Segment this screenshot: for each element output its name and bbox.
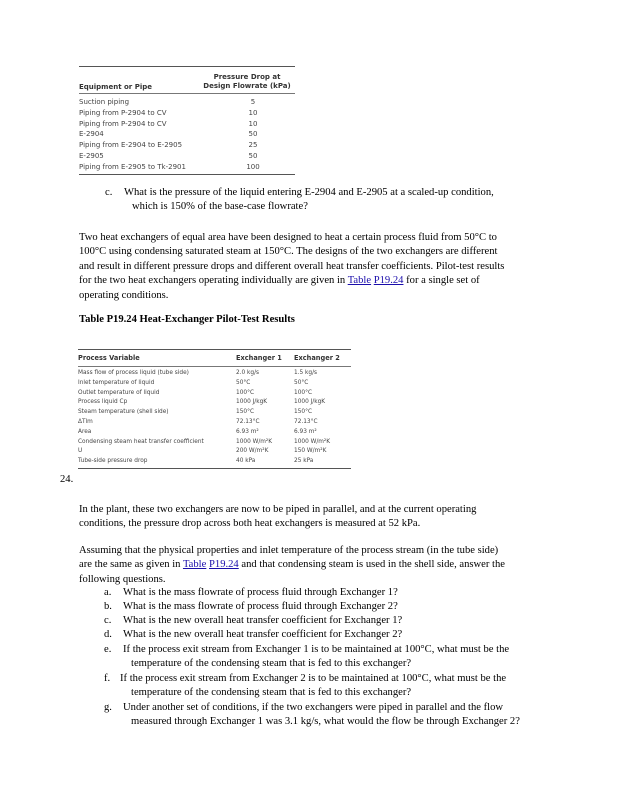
table-link[interactable]: P19.24: [373, 275, 404, 287]
table-row: E-2904 50: [79, 130, 258, 139]
pressure-drop-table: [79, 66, 295, 175]
table-row: Outlet temperature of liquid 100°C 100°C: [78, 389, 313, 396]
table-row: Piping from E-2905 to Tk-2901 100: [79, 162, 260, 171]
table-row: Area 6.93 m² 6.93 m²: [78, 428, 317, 435]
table-header: Process Variable Exchanger 1 Exchanger 2: [78, 354, 340, 362]
header-equipment: Equipment or Pipe: [79, 83, 152, 91]
table-link[interactable]: Table: [182, 559, 207, 571]
table-row: Suction piping 5: [79, 98, 256, 106]
header-pressure-drop: Pressure Drop at Design Flowrate (kPa): [203, 73, 291, 90]
table-row: Steam temperature (shell side) 150°C 150°C: [78, 409, 313, 416]
table-row: Piping from P-2904 to CV 10: [79, 119, 258, 128]
table-row: Condensing steam heat transfer coefficient 1000 W/m²K 1000 W/m²K: [78, 438, 331, 445]
table-row: Process liquid Cp 1000 J/kgK 1000 J/kgK: [78, 399, 326, 406]
table-row: Inlet temperature of liquid 50°C 50°C: [78, 379, 309, 386]
table-row: ΔTlm 72.13°C 72.13°C: [78, 418, 318, 425]
table-row: E-2905 50: [79, 151, 258, 160]
problem-number: 24.: [60, 474, 74, 485]
intro-paragraph: Two heat exchangers of equal area have been designed to heat a certain process fluid from 50°C to 100°C using condensing saturated steam at 150°C. The designs of the two exchangers are different and result in different pressure drops and different overall heat transfer coefficients. Pilot-test results for the two heat exchangers operating individually are given in Table P19.24 for a single set of operating conditions.: [79, 232, 505, 301]
table-link[interactable]: P19.24: [209, 559, 239, 571]
assumption-paragraph: Assuming that the physical properties and inlet temperature of the process stream (in the tube side) are the same as given in Table P19.24 and that condensing steam is used in the shell side, answer the following questions.: [79, 545, 505, 585]
table-row: Piping from E-2904 to E-2905 25: [79, 141, 258, 150]
table-row: U 200 W/m²K 150 W/m²K: [78, 448, 327, 455]
table-row: Mass flow of process liquid (tube side) 2.0 kg/s 1.5 kg/s: [78, 370, 318, 376]
table-link[interactable]: Table: [347, 275, 372, 287]
parallel-paragraph: In the plant, these two exchangers are now to be piped in parallel, and at the current operating conditions, the pressure drop across both heat exchangers is measured at 52 kPa.: [79, 504, 477, 530]
table-row: Piping from P-2904 to CV 10: [79, 108, 258, 117]
pilot-test-table: [78, 349, 351, 469]
table-header: [79, 69, 295, 91]
table-title: Table P19.24 Heat-Exchanger Pilot-Test Results: [79, 314, 295, 325]
table-row: Tube-side pressure drop 40 kPa 25 kPa: [78, 458, 314, 465]
